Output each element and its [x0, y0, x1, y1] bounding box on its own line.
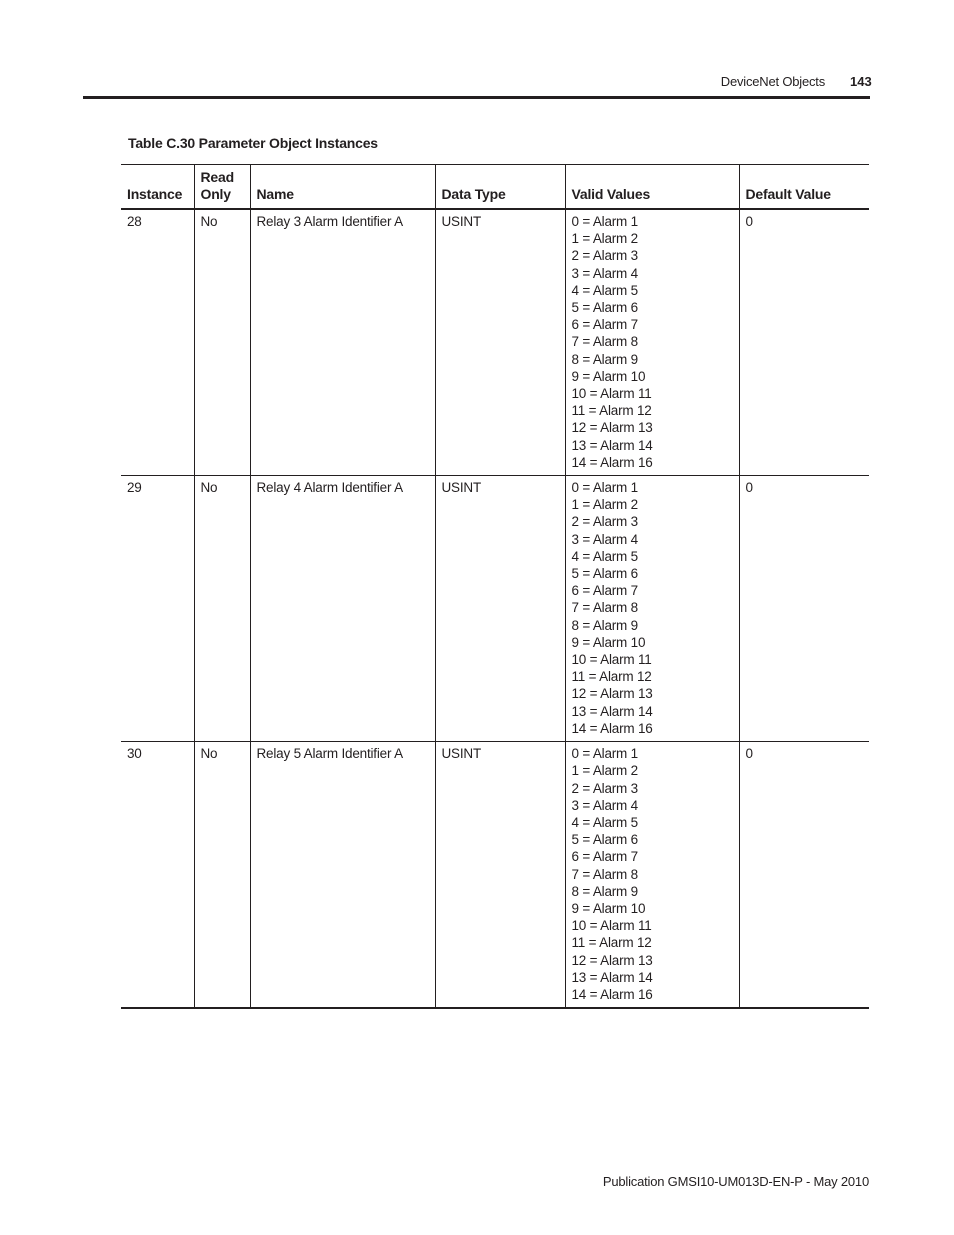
valid-value-item: 9 = Alarm 10: [571, 368, 646, 384]
instance-cell: 28: [127, 214, 142, 229]
valid-value-item: 0 = Alarm 1: [571, 746, 638, 762]
valid-value-item: 10 = Alarm 11: [571, 918, 652, 934]
valid-value-item: 14 = Alarm 16: [571, 454, 653, 470]
valid-value-item: 13 = Alarm 14: [571, 969, 653, 985]
valid-value-item: 14 = Alarm 16: [571, 986, 653, 1002]
valid-value-item: 11 = Alarm 12: [571, 935, 652, 951]
read-only-cell: No: [194, 476, 250, 742]
valid-value-item: 13 = Alarm 14: [571, 703, 653, 719]
valid-value-item: 3 = Alarm 4: [571, 797, 638, 813]
table-header-row: [121, 165, 869, 210]
valid-value-item: 6 = Alarm 7: [571, 583, 638, 599]
column-header-instance: Instance: [127, 186, 183, 202]
column-header-valid-values: Valid Values: [565, 165, 739, 210]
valid-value-item: 7 = Alarm 8: [571, 866, 638, 882]
valid-value-item: 2 = Alarm 3: [571, 514, 638, 530]
publication-footer: Publication GMSI10-UM013D-EN-P - May 2010: [602, 1174, 869, 1189]
valid-value-item: 12 = Alarm 13: [571, 420, 653, 436]
default-value-cell: 0: [739, 476, 869, 742]
valid-value-item: 6 = Alarm 7: [571, 849, 638, 865]
instance-cell: 30: [127, 746, 142, 762]
valid-value-item: 5 = Alarm 6: [571, 832, 638, 848]
valid-value-item: 1 = Alarm 2: [571, 231, 638, 247]
valid-value-item: 12 = Alarm 13: [571, 686, 653, 702]
column-header-name: Name: [250, 165, 435, 210]
name-cell: Relay 5 Alarm Identifier A: [250, 742, 435, 1009]
valid-values-cell: [565, 209, 739, 476]
valid-value-item: 13 = Alarm 14: [571, 437, 653, 453]
valid-value-item: 7 = Alarm 8: [571, 334, 638, 350]
column-header-read-only: Read Only: [194, 165, 250, 210]
name-cell: Relay 4 Alarm Identifier A: [250, 476, 435, 742]
table-row: [121, 742, 869, 1009]
valid-value-item: 2 = Alarm 3: [571, 780, 638, 796]
parameter-object-table: [121, 164, 869, 1009]
read-only-cell: No: [194, 209, 250, 476]
valid-value-item: 11 = Alarm 12: [571, 403, 652, 419]
header-rule: [83, 96, 870, 99]
page-number: 143: [850, 74, 872, 89]
valid-value-item: 8 = Alarm 9: [571, 351, 638, 367]
name-cell: Relay 3 Alarm Identifier A: [250, 209, 435, 476]
valid-value-item: 4 = Alarm 5: [571, 548, 638, 564]
column-header-default-value: Default Value: [739, 165, 869, 210]
valid-value-item: 0 = Alarm 1: [571, 214, 638, 229]
valid-value-item: 14 = Alarm 16: [571, 720, 653, 736]
valid-value-item: 6 = Alarm 7: [571, 317, 638, 333]
valid-value-item: 10 = Alarm 11: [571, 386, 652, 402]
data-type-cell: USINT: [435, 209, 565, 476]
column-header-data-type: Data Type: [435, 165, 565, 210]
valid-values-cell: [565, 476, 739, 742]
valid-values-cell: [565, 742, 739, 1009]
valid-value-item: 9 = Alarm 10: [571, 634, 646, 650]
valid-value-item: 11 = Alarm 12: [571, 669, 652, 685]
default-value-cell: 0: [739, 742, 869, 1009]
valid-value-item: 3 = Alarm 4: [571, 265, 638, 281]
valid-value-item: 3 = Alarm 4: [571, 531, 638, 547]
table-title: Table C.30 Parameter Object Instances: [128, 135, 378, 151]
valid-value-item: 4 = Alarm 5: [571, 814, 638, 830]
valid-value-item: 0 = Alarm 1: [571, 480, 638, 496]
valid-value-item: 5 = Alarm 6: [571, 566, 638, 582]
data-type-cell: USINT: [435, 476, 565, 742]
running-header: DeviceNet Objects: [720, 74, 825, 89]
valid-value-item: 10 = Alarm 11: [571, 652, 652, 668]
valid-value-item: 2 = Alarm 3: [571, 248, 638, 264]
instance-cell: 29: [127, 480, 142, 496]
default-value-cell: 0: [739, 209, 869, 476]
valid-value-item: 1 = Alarm 2: [571, 763, 638, 779]
data-type-cell: USINT: [435, 742, 565, 1009]
valid-value-item: 8 = Alarm 9: [571, 883, 638, 899]
valid-value-item: 7 = Alarm 8: [571, 600, 638, 616]
valid-value-item: 5 = Alarm 6: [571, 300, 638, 316]
table-row: [121, 209, 869, 476]
valid-value-item: 12 = Alarm 13: [571, 952, 653, 968]
valid-value-item: 8 = Alarm 9: [571, 617, 638, 633]
valid-value-item: 9 = Alarm 10: [571, 900, 646, 916]
valid-value-item: 4 = Alarm 5: [571, 282, 638, 298]
table-row: [121, 476, 869, 742]
valid-value-item: 1 = Alarm 2: [571, 497, 638, 513]
read-only-cell: No: [194, 742, 250, 1009]
